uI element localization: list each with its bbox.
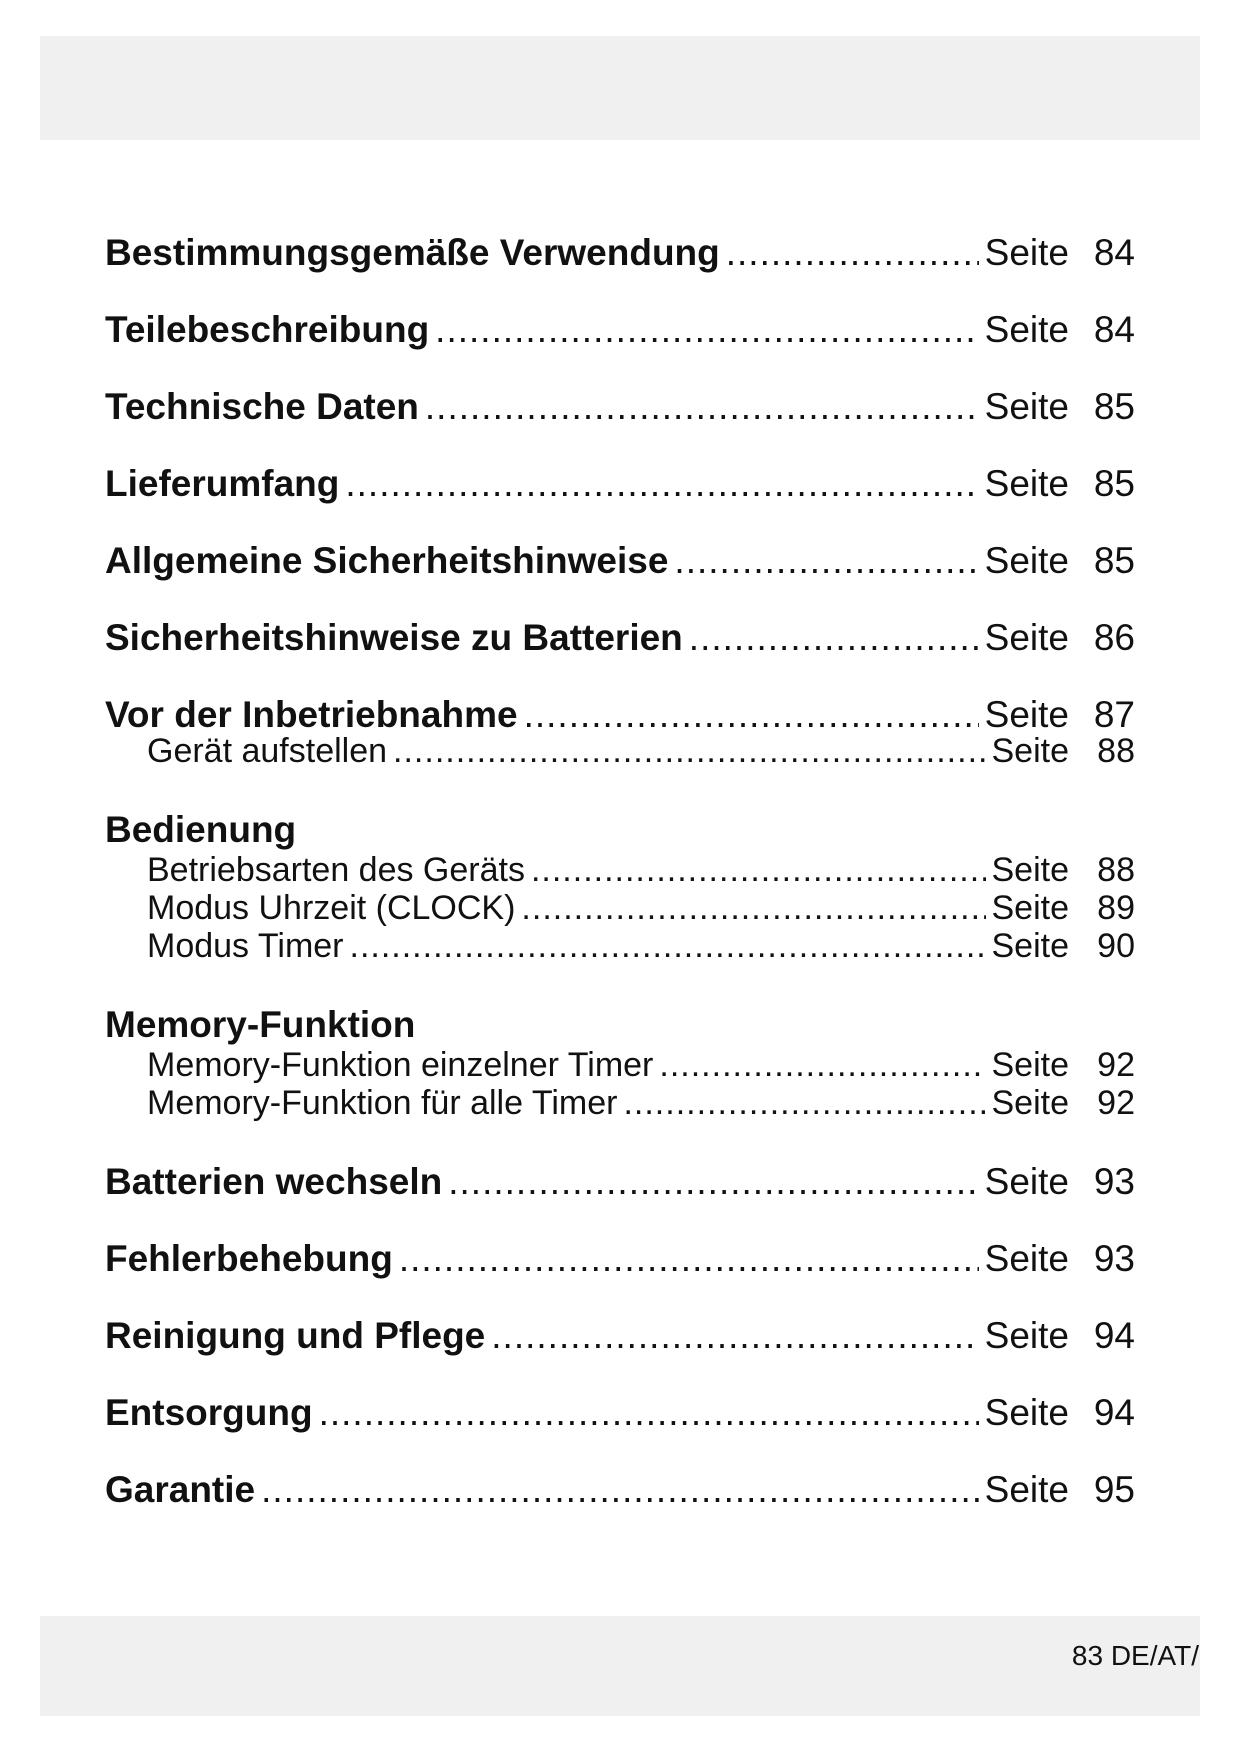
- leader-dots: [399, 1238, 979, 1280]
- toc-entry-sicherheitshinweise-batterien[interactable]: [105, 617, 1135, 694]
- toc-entry-title: Reinigung und Pflege: [105, 1315, 486, 1356]
- seite-label: Seite: [991, 851, 1069, 889]
- toc-section-memory-funktion[interactable]: [105, 1004, 1135, 1046]
- seite-label: Seite: [984, 694, 1069, 735]
- toc-subentry-memory-alle-timer[interactable]: [105, 1084, 1135, 1161]
- seite-label: Seite: [984, 1392, 1069, 1433]
- seite-label: Seite: [984, 1238, 1069, 1279]
- toc-subentry-geraet-aufstellen[interactable]: [105, 732, 1135, 809]
- seite-label: Seite: [984, 386, 1069, 427]
- page-ref: 85: [1093, 463, 1135, 504]
- page-ref: 85: [1093, 386, 1135, 427]
- page-ref: 84: [1093, 232, 1135, 273]
- toc-entry-title: Gerät aufstellen: [147, 732, 388, 770]
- toc-entry-title: Memory-Funktion einzelner Timer: [147, 1046, 654, 1084]
- leader-dots: [425, 386, 979, 428]
- toc-entry-title: Bestimmungsgemäße Verwendung: [105, 232, 720, 273]
- toc-entry-allgemeine-sicherheitshinweise[interactable]: [105, 540, 1135, 617]
- seite-label: Seite: [984, 463, 1069, 504]
- leader-dots: [350, 927, 986, 966]
- toc-entry-title: Memory-Funktion: [105, 1004, 416, 1045]
- page-ref: 88: [1097, 732, 1135, 770]
- page-ref: 84: [1093, 309, 1135, 350]
- toc-entry-title: Allgemeine Sicherheitshinweise: [105, 540, 669, 581]
- leader-dots: [674, 540, 978, 582]
- leader-dots: [435, 309, 978, 351]
- toc-entry-title: Entsorgung: [105, 1392, 313, 1433]
- page-ref: 85: [1093, 540, 1135, 581]
- toc-entry-title: Modus Uhrzeit (CLOCK): [147, 889, 516, 927]
- toc-entry-title: Sicherheitshinweise zu Batterien: [105, 617, 683, 658]
- page-ref: 94: [1093, 1315, 1135, 1356]
- toc-section-bedienung[interactable]: [105, 809, 1135, 851]
- toc-entry-title: Modus Timer: [147, 927, 344, 965]
- leader-dots: [261, 1469, 979, 1511]
- toc-entry-technische-daten[interactable]: [105, 386, 1135, 463]
- seite-label: Seite: [984, 1315, 1069, 1356]
- leader-dots: [448, 1161, 978, 1203]
- toc-entry-reinigung-und-pflege[interactable]: [105, 1315, 1135, 1392]
- toc-entry-garantie[interactable]: [105, 1469, 1135, 1546]
- page-number: 83 DE/AT/: [1071, 1640, 1199, 1671]
- page-ref: 87: [1093, 694, 1135, 735]
- page-ref: 88: [1097, 851, 1135, 889]
- toc-entry-vor-der-inbetriebnahme[interactable]: [105, 694, 1135, 735]
- leader-dots: [319, 1392, 979, 1434]
- page-ref: 92: [1097, 1084, 1135, 1122]
- toc-entry-title: Betriebsarten des Geräts: [147, 851, 525, 889]
- seite-label: Seite: [991, 1046, 1069, 1084]
- seite-label: Seite: [991, 1084, 1069, 1122]
- leader-dots: [623, 1084, 985, 1123]
- toc-entry-batterien-wechseln[interactable]: [105, 1161, 1135, 1238]
- page-ref: 94: [1093, 1392, 1135, 1433]
- table-of-contents: [105, 232, 1135, 1546]
- seite-label: Seite: [991, 927, 1069, 965]
- page-ref: 92: [1097, 1046, 1135, 1084]
- toc-entry-title: Bedienung: [105, 809, 297, 850]
- toc-entry-title: Memory-Funktion für alle Timer: [147, 1084, 618, 1122]
- toc-entry-bestimmungsgemaesse-verwendung[interactable]: [105, 232, 1135, 309]
- toc-entry-entsorgung[interactable]: [105, 1392, 1135, 1469]
- seite-label: Seite: [984, 1161, 1069, 1202]
- leader-dots: [659, 1046, 985, 1085]
- leader-dots: [491, 1315, 978, 1357]
- leader-dots: [531, 851, 986, 890]
- toc-subentry-betriebsarten[interactable]: [105, 851, 1135, 889]
- header-band: [40, 36, 1200, 140]
- seite-label: Seite: [991, 732, 1069, 770]
- toc-entry-title: Vor der Inbetriebnahme: [105, 694, 518, 735]
- seite-label: Seite: [984, 1469, 1069, 1510]
- toc-entry-teilebeschreibung[interactable]: [105, 309, 1135, 386]
- seite-label: Seite: [984, 617, 1069, 658]
- toc-entry-title: Technische Daten: [105, 386, 419, 427]
- leader-dots: [521, 889, 985, 928]
- leader-dots: [345, 463, 978, 505]
- page-ref: 86: [1093, 617, 1135, 658]
- leader-dots: [689, 617, 979, 659]
- toc-subentry-memory-einzelner-timer[interactable]: [105, 1046, 1135, 1084]
- toc-entry-title: Garantie: [105, 1469, 256, 1510]
- page-ref: 95: [1093, 1469, 1135, 1510]
- toc-entry-title: Fehlerbehebung: [105, 1238, 393, 1279]
- page-ref: 89: [1097, 889, 1135, 927]
- toc-entry-title: Teilebeschreibung: [105, 309, 430, 350]
- leader-dots: [524, 694, 979, 736]
- toc-entry-title: Lieferumfang: [105, 463, 340, 504]
- toc-entry-lieferumfang[interactable]: [105, 463, 1135, 540]
- leader-dots: [393, 732, 985, 771]
- page-ref: 93: [1093, 1161, 1135, 1202]
- seite-label: Seite: [984, 309, 1069, 350]
- seite-label: Seite: [984, 540, 1069, 581]
- page-ref: 93: [1093, 1238, 1135, 1279]
- seite-label: Seite: [984, 232, 1069, 273]
- toc-entry-title: Batterien wechseln: [105, 1161, 443, 1202]
- toc-entry-fehlerbehebung[interactable]: [105, 1238, 1135, 1315]
- leader-dots: [726, 232, 979, 274]
- toc-subentry-modus-timer[interactable]: [105, 927, 1135, 1004]
- seite-label: Seite: [991, 889, 1069, 927]
- footer-band: [40, 1616, 1200, 1716]
- page-ref: 90: [1097, 927, 1135, 965]
- toc-subentry-modus-uhrzeit[interactable]: [105, 889, 1135, 927]
